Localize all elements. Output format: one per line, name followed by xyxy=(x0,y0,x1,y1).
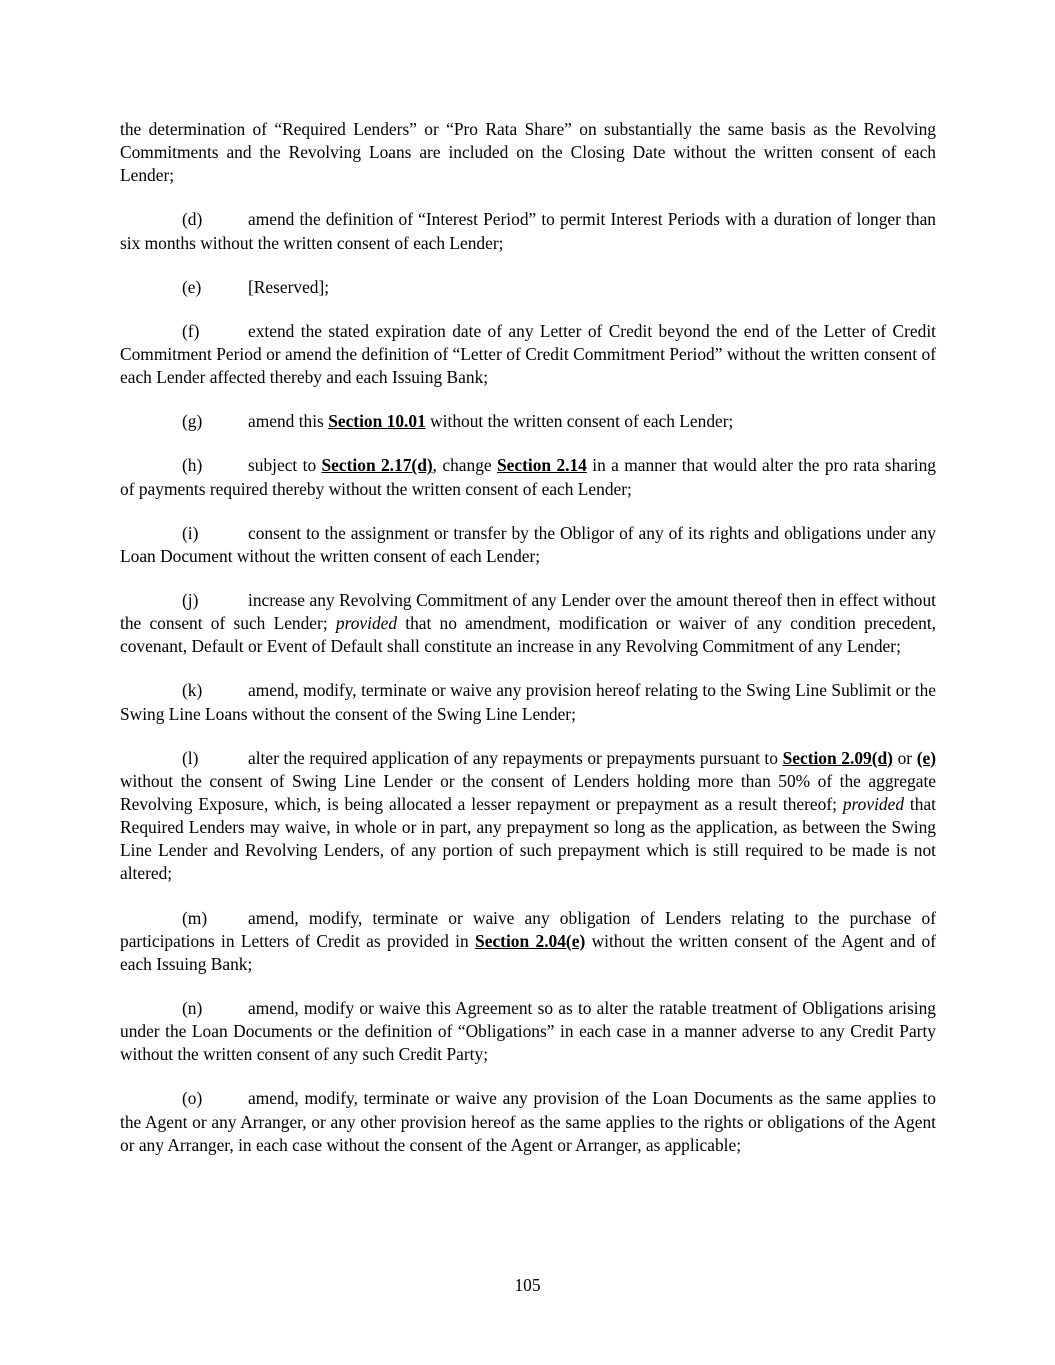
clause-h xyxy=(120,454,936,500)
clause-k xyxy=(120,679,936,725)
clause-n-label: (n) xyxy=(182,997,203,1018)
clause-h-text-3: in a manner that would alter the pro rata sharing of payments required thereby without the written consent of each Lender; xyxy=(120,455,937,499)
clause-l-italic-provided: provided xyxy=(842,793,905,814)
clause-g-text-2: without the written consent of each Lender; xyxy=(425,411,734,432)
clause-i-text: consent to the assignment or transfer by the Obligor of any of its rights and obligations under any Loan Document without the written consent of each Lender; xyxy=(120,522,936,566)
clause-l xyxy=(120,747,936,886)
clause-o xyxy=(120,1087,936,1156)
clause-k-text: amend, modify, terminate or waive any provision hereof relating to the Swing Line Sublimit or the Swing Line Loans without the consent of the Swing Line Lender; xyxy=(120,680,936,724)
page-number: 105 xyxy=(514,1275,541,1295)
clause-g xyxy=(120,410,936,433)
section-reference-2-14[interactable]: Section 2.14 xyxy=(496,455,587,476)
clause-m xyxy=(120,907,936,976)
lead-paragraph xyxy=(120,118,936,187)
page-body xyxy=(120,118,936,1178)
clause-h-text-1: subject to xyxy=(248,455,322,476)
section-reference-2-04-e[interactable]: Section 2.04(e) xyxy=(475,930,586,951)
clause-h-label: (h) xyxy=(182,455,203,476)
clause-n xyxy=(120,997,936,1066)
section-reference-2-09-d[interactable]: Section 2.09(d) xyxy=(782,747,893,768)
clause-m-text-2: without the written consent of the Agent and of each Issuing Bank; xyxy=(120,930,936,974)
section-reference-10-01[interactable]: Section 10.01 xyxy=(328,411,426,432)
clause-e xyxy=(120,276,936,299)
clause-l-label: (l) xyxy=(182,747,199,768)
clause-j-text-1: increase any Revolving Commitment of any Lender over the amount thereof then in effect without the consent of such Lender; xyxy=(120,589,936,634)
clause-j-label: (j) xyxy=(182,589,199,610)
clause-k-label: (k) xyxy=(182,680,203,701)
clause-g-label: (g) xyxy=(182,411,203,432)
clause-o-text: amend, modify, terminate or waive any provision of the Loan Documents as the same applies to the Agent or any Arranger, or any other provision hereof as the same applies to the rights or obligations of the Agent or any Arranger, in each case without the consent of the Agent or Arranger, as applicable; xyxy=(120,1088,936,1155)
clause-l-text-4: that Required Lenders may waive, in whole or in part, any prepayment so long as the application, as between the Swing Line Lender and Revolving Lenders, of any portion of such prepayment which is still required to be made is not altered; xyxy=(120,793,936,884)
clause-m-text-1: amend, modify, terminate or waive any obligation of Lenders relating to the purchase of participations in Letters of Credit as provided in xyxy=(120,907,936,951)
clause-h-text-2: , change xyxy=(432,455,497,476)
clause-d-label: (d) xyxy=(182,209,203,230)
clause-f-text: extend the stated expiration date of any Letter of Credit beyond the end of the Letter of Credit Commitment Period or amend the definition of “Letter of Credit Commitment Period” without the written consent of each Lender affected thereby and each Issuing Bank; xyxy=(120,320,936,388)
clause-l-text-1: alter the required application of any repayments or prepayments pursuant to xyxy=(248,747,783,768)
clause-d xyxy=(120,208,936,254)
clause-e-label: (e) xyxy=(182,276,202,297)
clause-f-label: (f) xyxy=(182,320,200,341)
clause-f xyxy=(120,320,936,389)
clause-l-text-3: without the consent of Swing Line Lender or the consent of Lenders holding more than 50% of the aggregate Revolving Exposure, which, is being allocated a lesser repayment or prepayment as a result thereof; xyxy=(120,770,936,814)
clause-d-text: amend the definition of “Interest Period” to permit Interest Periods with a duration of longer than six months without the written consent of each Lender; xyxy=(120,209,936,253)
clause-l-text-2: or xyxy=(892,747,917,768)
clause-j-text-2: that no amendment, modification or waiver of any condition precedent, covenant, Default or Event of Default shall constitute an increase in any Revolving Commitment of any Lender; xyxy=(120,613,937,657)
clause-j-italic-provided: provided xyxy=(335,613,398,634)
clause-j xyxy=(120,589,936,658)
section-reference-2-17-d[interactable]: Section 2.17(d) xyxy=(321,455,433,476)
clause-g-text-1: amend this xyxy=(248,411,329,432)
section-reference-2-09-e[interactable]: (e) xyxy=(916,747,937,768)
clause-o-label: (o) xyxy=(182,1088,203,1109)
lead-paragraph-text: the determination of “Required Lenders” or “Pro Rata Share” on substantially the same basis as the Revolving Commitments and the Revolving Loans are included on the Closing Date without the written consent of each Lender; xyxy=(120,119,936,186)
clause-i xyxy=(120,522,936,568)
clause-i-label: (i) xyxy=(182,522,199,543)
clause-m-label: (m) xyxy=(182,907,208,928)
clause-n-text: amend, modify or waive this Agreement so as to alter the ratable treatment of Obligations arising under the Loan Documents or the definition of “Obligations” in each case in a manner adverse to any Credit Party without the written consent of any such Credit Party; xyxy=(120,997,936,1065)
clause-e-text: [Reserved]; xyxy=(248,276,330,297)
